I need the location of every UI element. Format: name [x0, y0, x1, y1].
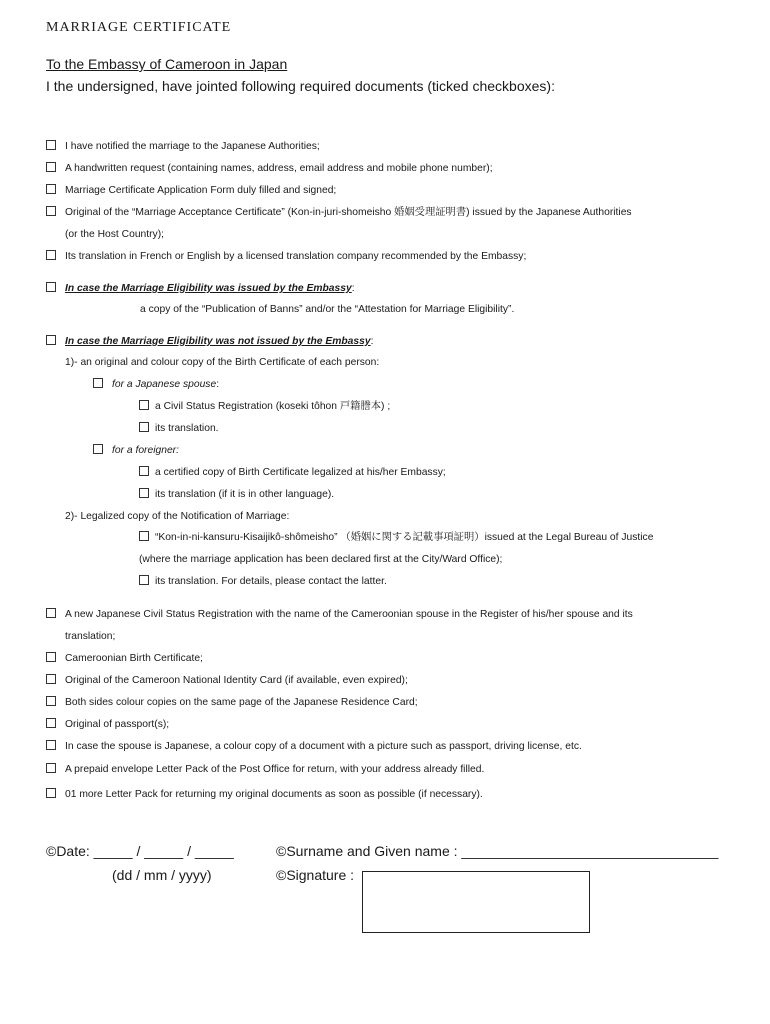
kon-in-option: “Kon-in-ni-kansuru-Kisaijikô-shômeisho” （婚姻に関する記載事項証明）issued at the Legal Bureau of Justice	[139, 531, 653, 545]
checkbox[interactable]	[93, 378, 103, 388]
checklist-item: Cameroonian Birth Certificate;	[46, 652, 203, 666]
checkbox[interactable]	[46, 740, 56, 750]
checklist-item: Original of passport(s);	[46, 718, 169, 732]
translation-option: its translation.	[139, 422, 219, 436]
checklist-item: Its translation in French or English by a licensed translation company recommended by the Embassy;	[46, 250, 526, 264]
checkbox[interactable]	[46, 250, 56, 260]
case-not-issued-heading: In case the Marriage Eligibility was not issued by the Embassy:	[46, 335, 373, 349]
checkbox[interactable]	[139, 531, 149, 541]
checklist-item: Marriage Certificate Application Form duly filled and signed;	[46, 184, 336, 198]
case-issued-detail: a copy of the “Publication of Banns” and/or the “Attestation for Marriage Eligibility”.	[140, 304, 515, 315]
name-field[interactable]: ©Surname and Given name : _________________________________	[276, 843, 719, 859]
signature-label: ©Signature :	[276, 867, 355, 883]
checklist-item-continuation: translation;	[65, 631, 116, 642]
addressee: To the Embassy of Cameroon in Japan	[46, 56, 288, 72]
checkbox[interactable]	[46, 282, 56, 292]
japanese-spouse-option: for a Japanese spouse:	[93, 378, 219, 392]
checkbox[interactable]	[139, 400, 149, 410]
translation-other-option: its translation (if it is in other language).	[139, 488, 334, 502]
kon-in-continuation: (where the marriage application has been declared first at the City/Ward Office);	[139, 554, 503, 565]
checkbox[interactable]	[139, 488, 149, 498]
date-format-hint: (dd / mm / yyyy)	[112, 867, 212, 883]
checklist-item: A new Japanese Civil Status Registration with the name of the Cameroonian spouse in the Register of his/her spouse and its	[46, 608, 633, 622]
checklist-item: I have notified the marriage to the Japanese Authorities;	[46, 140, 320, 154]
checkbox[interactable]	[46, 162, 56, 172]
checklist-item: In case the spouse is Japanese, a colour copy of a document with a picture such as passport, driving license, etc.	[46, 740, 582, 754]
civil-status-option: a Civil Status Registration (koseki tôhon 戸籍謄本) ;	[139, 400, 390, 414]
checkbox[interactable]	[46, 335, 56, 345]
checklist-item: Both sides colour copies on the same page of the Japanese Residence Card;	[46, 696, 418, 710]
checkbox[interactable]	[139, 466, 149, 476]
checkbox[interactable]	[46, 763, 56, 773]
checklist-item: A handwritten request (containing names, address, email address and mobile phone number);	[46, 162, 493, 176]
checkbox[interactable]	[46, 206, 56, 216]
checkbox[interactable]	[139, 575, 149, 585]
checkbox[interactable]	[46, 674, 56, 684]
date-field[interactable]: ©Date: _____ / _____ / _____	[46, 843, 234, 859]
birth-copy-option: a certified copy of Birth Certificate legalized at his/her Embassy;	[139, 466, 446, 480]
checkbox[interactable]	[46, 696, 56, 706]
checklist-item-continuation: (or the Host Country);	[65, 229, 164, 240]
checkbox[interactable]	[46, 652, 56, 662]
contact-option: its translation. For details, please contact the latter.	[139, 575, 387, 589]
document-title: MARRIAGE CERTIFICATE	[46, 20, 232, 35]
intro-text: I the undersigned, have jointed following required documents (ticked checkboxes):	[46, 78, 555, 94]
checkbox[interactable]	[46, 184, 56, 194]
case-issued-heading: In case the Marriage Eligibility was issued by the Embassy:	[46, 282, 355, 296]
checklist-item: A prepaid envelope Letter Pack of the Post Office for return, with your address already filled.	[46, 763, 484, 777]
checkbox[interactable]	[46, 608, 56, 618]
checkbox[interactable]	[46, 718, 56, 728]
step-1: 1)- an original and colour copy of the Birth Certificate of each person:	[65, 357, 380, 368]
checkbox[interactable]	[46, 788, 56, 798]
checkbox[interactable]	[139, 422, 149, 432]
foreigner-option: for a foreigner:	[93, 444, 179, 458]
checklist-item: 01 more Letter Pack for returning my original documents as soon as possible (if necessary).	[46, 788, 483, 802]
step-2: 2)- Legalized copy of the Notification of Marriage:	[65, 511, 290, 522]
checkbox[interactable]	[46, 140, 56, 150]
signature-box[interactable]	[362, 871, 590, 933]
checklist-item: Original of the “Marriage Acceptance Certificate” (Kon-in-juri-shomeisho 婚姻受理証明書) issued by the Japanese Authorities	[46, 206, 632, 220]
checklist-item: Original of the Cameroon National Identity Card (if available, even expired);	[46, 674, 408, 688]
checkbox[interactable]	[93, 444, 103, 454]
